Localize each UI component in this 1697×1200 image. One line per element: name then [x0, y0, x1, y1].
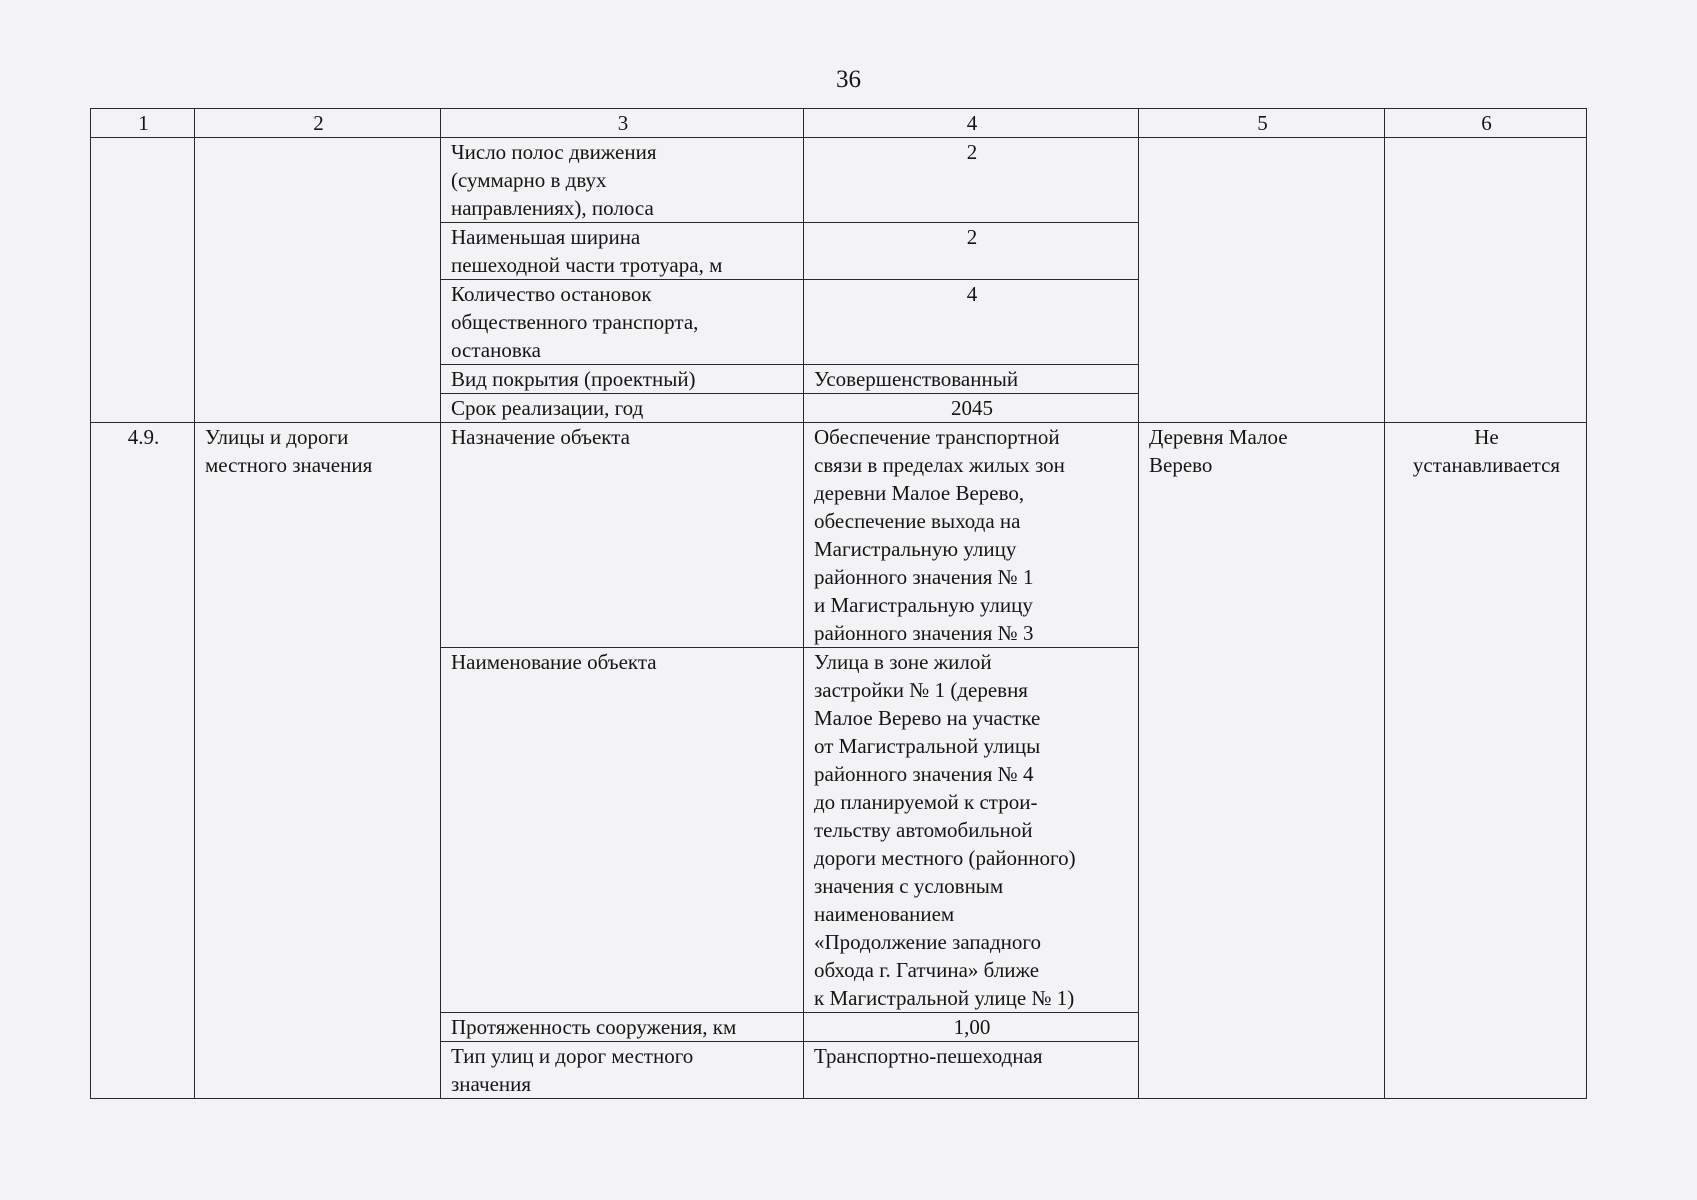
- table-row: [91, 138, 1587, 223]
- value-cell: Усовершенствованный: [804, 365, 1139, 394]
- header-cell: 4: [804, 109, 1139, 138]
- param-cell: Количество остановок общественного транспорта, остановка: [441, 280, 804, 365]
- param-cell: Наименьшая ширина пешеходной части тротуара, м: [441, 223, 804, 280]
- param-cell: Наименование объекта: [441, 648, 804, 1013]
- param-cell: Вид покрытия (проектный): [441, 365, 804, 394]
- value-cell: Транспортно-пешеходная: [804, 1042, 1139, 1099]
- param-cell: Тип улиц и дорог местного значения: [441, 1042, 804, 1099]
- param-cell: Срок реализации, год: [441, 394, 804, 423]
- value-cell: Обеспечение транспортной связи в пределах жилых зон деревни Малое Верево, обеспечение выхода на Магистральную улицу районного значения № 1 и Магистральную улицу районного значения № 3: [804, 423, 1139, 648]
- param-cell: Число полос движения (суммарно в двух направлениях), полоса: [441, 138, 804, 223]
- table-header-row: [91, 109, 1587, 138]
- header-cell: 2: [195, 109, 441, 138]
- value-cell: 4: [804, 280, 1139, 365]
- value-cell: Улица в зоне жилой застройки № 1 (деревня Малое Верево на участке от Магистральной улицы районного значения № 4 до планируемой к строи- тельству автомобильной дороги местного (районного) значения с условным наименованием «Продолжение западного обхода г. Гатчина» ближе к Магистральной улице № 1): [804, 648, 1139, 1013]
- value-cell: 1,00: [804, 1013, 1139, 1042]
- table-row: [91, 423, 1587, 648]
- param-cell: Протяженность сооружения, км: [441, 1013, 804, 1042]
- header-cell: 1: [91, 109, 195, 138]
- value-cell: 2045: [804, 394, 1139, 423]
- location-cell: Деревня Малое Верево: [1139, 423, 1385, 1099]
- zones-cell: [1385, 138, 1587, 423]
- header-cell: 5: [1139, 109, 1385, 138]
- zones-cell: Не устанавливается: [1385, 423, 1587, 1099]
- value-cell: 2: [804, 223, 1139, 280]
- type-cell: Улицы и дороги местного значения: [195, 423, 441, 1099]
- type-cell: [195, 138, 441, 423]
- header-cell: 6: [1385, 109, 1587, 138]
- page-number: 36: [836, 66, 861, 93]
- number-cell: 4.9.: [91, 423, 195, 1099]
- param-cell: Назначение объекта: [441, 423, 804, 648]
- location-cell: [1139, 138, 1385, 423]
- value-cell: 2: [804, 138, 1139, 223]
- number-cell: [91, 138, 195, 423]
- header-cell: 3: [441, 109, 804, 138]
- data-table: [90, 108, 1587, 1099]
